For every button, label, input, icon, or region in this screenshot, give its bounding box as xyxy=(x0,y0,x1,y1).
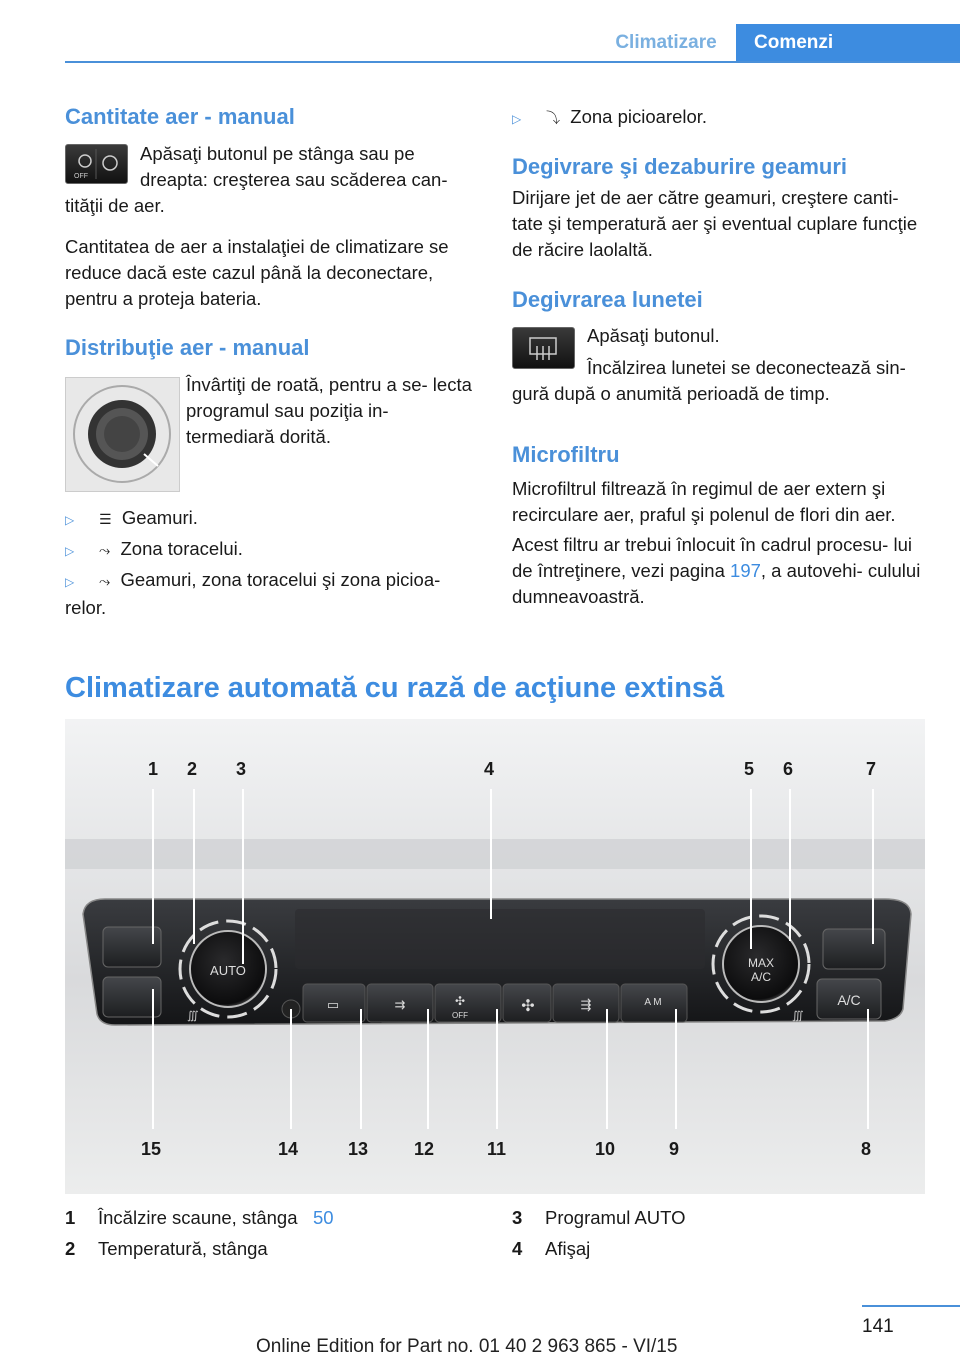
legend-number: 1 xyxy=(65,1207,76,1228)
chest-airflow-icon: ⤳ xyxy=(99,542,111,558)
lunetei-line3: gură după o anumită perioadă de timp. xyxy=(512,383,830,404)
callout-11: 11 xyxy=(487,1139,507,1159)
lunetei-line1: Apăsaţi butonul. xyxy=(587,325,720,346)
footwell-icon: ⤵ xyxy=(546,110,560,126)
callout-14: 14 xyxy=(278,1139,299,1159)
rear-defrost-icon: ∭ xyxy=(792,1010,804,1022)
cantitate-line3: tităţii de aer. xyxy=(65,195,165,216)
rear-defrost-icon xyxy=(513,328,574,368)
callout-6: 6 xyxy=(783,759,794,779)
header-rule xyxy=(65,61,960,63)
page-link-50[interactable]: 50 xyxy=(312,1207,334,1228)
legend-text: Afişaj xyxy=(545,1238,591,1259)
heading-microfiltru: Microfiltru xyxy=(512,442,620,467)
legend-text: Temperatură, stânga xyxy=(98,1238,268,1259)
heading-degivrare: Degivrare şi dezaburire geamuri xyxy=(512,154,848,179)
callout-2: 2 xyxy=(187,759,198,779)
callout-9: 9 xyxy=(669,1139,680,1159)
heading-lunetei: Degivrarea lunetei xyxy=(512,287,703,312)
knob-ac-label: A/C xyxy=(750,970,772,984)
am-label: A M xyxy=(644,997,662,1008)
ac-button-label: A/C xyxy=(837,992,861,1008)
fan-icon: ✣ xyxy=(454,994,466,1008)
callout-10: 10 xyxy=(595,1139,616,1159)
microfiltru-paragraph-1: Microfiltrul filtrează în regimul de aer extern şi recirculare aer, praful şi polenul de flori din aer. xyxy=(512,478,896,525)
cantitatea-paragraph: Cantitatea de aer a instalaţiei de climatizare se reduce dacă este cazul până la deconectare, pentru a proteja bateria. xyxy=(65,236,449,309)
page-link-197[interactable]: 197 xyxy=(730,560,761,581)
footer-rule xyxy=(862,1305,960,1307)
callout-3: 3 xyxy=(236,759,247,779)
legend-number: 2 xyxy=(65,1238,76,1259)
list-item: ▷ ⤳ Zona toracelui. xyxy=(65,538,243,559)
callout-15: 15 xyxy=(141,1139,162,1159)
all-zones-icon: ⤳ xyxy=(99,573,111,589)
defrost-icon: ▭ xyxy=(326,997,340,1012)
callout-5: 5 xyxy=(744,759,755,779)
lunetei-line2: Încălzirea lunetei se deconectează sin‐ xyxy=(587,357,906,378)
fan-button-image xyxy=(65,144,128,184)
legend-number: 3 xyxy=(512,1207,523,1228)
callout-4: 4 xyxy=(484,759,495,779)
air-distribution-knob-image xyxy=(65,377,180,492)
rear-defrost-icon: ∭ xyxy=(187,1010,199,1022)
legend-text: Încălzire scaune, stânga 50 xyxy=(98,1207,334,1228)
page-number: 141 xyxy=(862,1316,894,1337)
fan-icon: ✣ xyxy=(521,998,535,1015)
callout-12: 12 xyxy=(414,1139,435,1159)
cantitate-line1: Apăsaţi butonul pe stânga sau pe xyxy=(140,143,415,164)
svg-text:OFF: OFF xyxy=(74,173,88,180)
climate-control-panel-image xyxy=(65,719,925,1194)
legend-text: Programul AUTO xyxy=(545,1207,686,1228)
heading-climatizare-automata: Climatizare automată cu rază de acţiune extinsă xyxy=(65,672,725,704)
max-label: MAX xyxy=(747,956,775,970)
heading-cantitate-aer: Cantitate aer - manual xyxy=(65,104,295,129)
header-chapter-tab[interactable]: Comenzi xyxy=(736,24,960,62)
callout-8: 8 xyxy=(861,1139,872,1159)
header-section-tab[interactable]: Climatizare xyxy=(615,32,717,53)
list-item: ▷ ☰ Geamuri. xyxy=(65,507,198,528)
degivrare-paragraph: Dirijare jet de aer către geamuri, creştere canti‐ tate şi temperatură aer şi eventual cuplare funcţie de răcire laolaltă. xyxy=(512,187,918,260)
windshield-icon: ☰ xyxy=(99,511,112,527)
callout-1: 1 xyxy=(148,759,159,779)
cantitate-line2: dreapta: creşterea sau scăderea can‐ xyxy=(140,169,448,190)
list-item: ▷ ⤳ Geamuri, zona toracelui şi zona picioa‐ relor. xyxy=(65,569,441,618)
callout-13: 13 xyxy=(348,1139,369,1159)
distributie-text: Învârtiţi de roată, pentru a se‐ lecta programul sau poziţia in‐ termediară dorită. xyxy=(186,374,472,447)
fan-icon xyxy=(66,145,127,183)
auto-label: AUTO xyxy=(210,963,246,978)
off-label: OFF xyxy=(452,1011,468,1020)
callout-7: 7 xyxy=(866,759,877,779)
list-item: ▷ ⤵ Zona picioarelor. xyxy=(512,106,708,127)
legend-number: 4 xyxy=(512,1238,523,1259)
windshield-air-icon: ⇉ xyxy=(394,997,406,1012)
rear-defrost-button-image xyxy=(512,327,575,369)
edition-text: Online Edition for Part no. 01 40 2 963 865 - VI/15 xyxy=(256,1336,678,1357)
air-distribution-icon: ⇶ xyxy=(580,997,592,1012)
microfiltru-paragraph-2: Acest filtru ar trebui înlocuit în cadrul procesu‐ lui de întreţinere, vezi pagina 197, a autovehi‐ culului dumneavoastră. xyxy=(512,534,921,607)
heading-distributie-aer: Distribuţie aer - manual xyxy=(65,335,310,360)
